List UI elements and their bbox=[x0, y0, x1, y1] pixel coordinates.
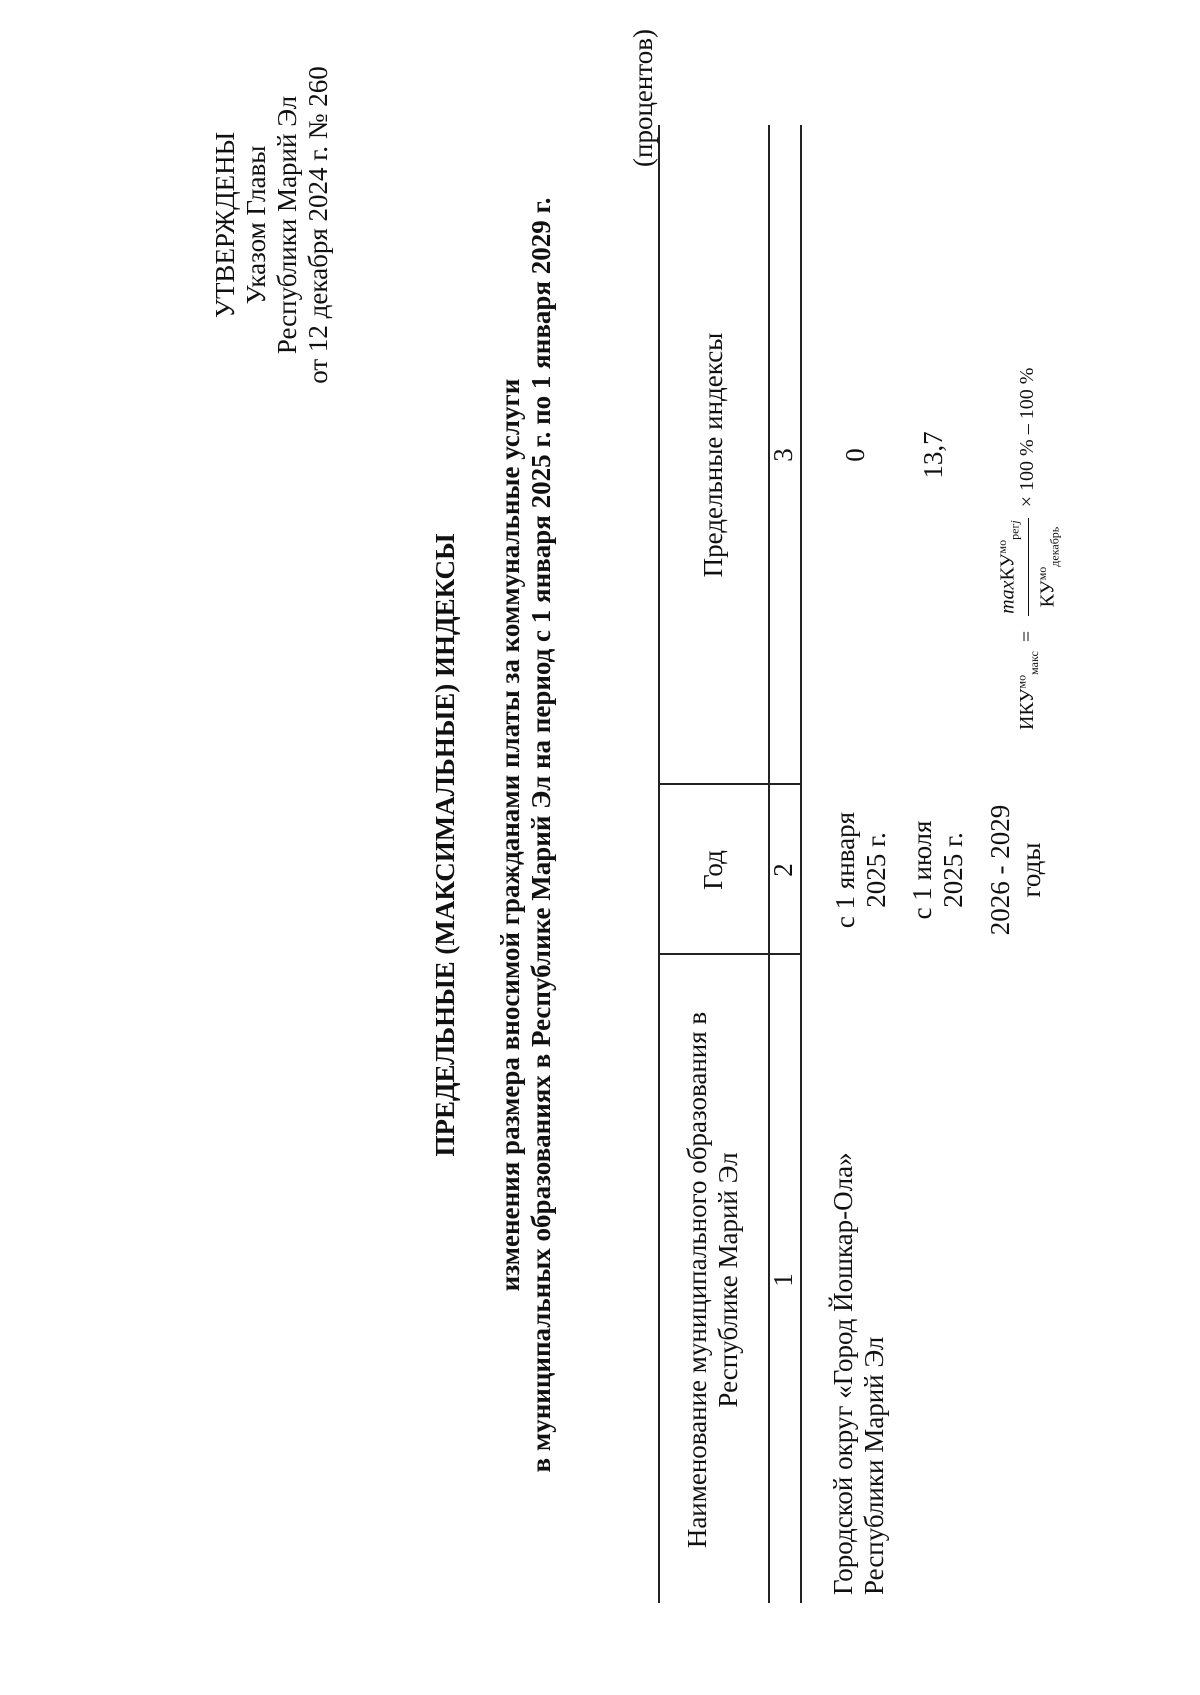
table-row bbox=[830, 787, 892, 953]
year-line-2: годы bbox=[1016, 842, 1046, 898]
subtitle bbox=[495, 55, 557, 1615]
table-row bbox=[907, 787, 969, 953]
col-number-1: 1 bbox=[768, 1273, 798, 1287]
col-number-2: 2 bbox=[768, 863, 798, 877]
municipality-name bbox=[828, 955, 890, 1595]
index-value: 13,7 bbox=[918, 431, 948, 479]
approval-line-1: УТВЕРЖДЕНЫ bbox=[210, 131, 240, 319]
year-line-2: 2025 г. bbox=[938, 832, 968, 908]
formula-numerator: maxКУ$^{мо}_{регj}$ bbox=[990, 518, 1029, 616]
index-value: 0 bbox=[840, 448, 870, 462]
col-number-3: 3 bbox=[768, 448, 798, 462]
municipality-line-2: Республики Марий Эл bbox=[859, 1336, 889, 1595]
approval-line-2: Указом Главы bbox=[241, 145, 271, 305]
header-indices: Предельные индексы bbox=[698, 332, 728, 578]
year-line-1: 2026 - 2029 bbox=[985, 804, 1015, 936]
formula-tail: × 100 % – 100 % bbox=[1015, 367, 1038, 508]
formula-lhs: $ИКУ^{мо}_{макс}$ bbox=[1014, 651, 1041, 730]
year-line-1: с 1 июля bbox=[907, 820, 937, 920]
index-formula bbox=[990, 368, 1066, 730]
approval-line-3: Республики Марий Эл bbox=[272, 95, 302, 355]
year-line-1: с 1 января bbox=[830, 811, 860, 929]
header-year: Год bbox=[698, 850, 728, 890]
formula-equals: = bbox=[1015, 630, 1038, 643]
subtitle-line-2: в муниципальных образованиях в Республике Марий Эл на период с 1 января 2025 г. по 1 января 2029 г. bbox=[526, 197, 556, 1473]
formula-fraction bbox=[990, 518, 1066, 616]
unit-label: (процентов) bbox=[628, 28, 658, 167]
year-line-2: 2025 г. bbox=[861, 832, 891, 908]
municipality-line-1: Городской округ «Город Йошкар-Ола» bbox=[828, 1152, 858, 1595]
formula-denominator: $КУ^{мо}_{декабрь}$ bbox=[1034, 526, 1062, 608]
approval-block bbox=[210, 35, 334, 415]
subtitle-line-1: изменения размера вносимой гражданами платы за коммунальные услуги bbox=[495, 378, 525, 1292]
page-title: ПРЕДЕЛЬНЫЕ (МАКСИМАЛЬНЫЕ) ИНДЕКСЫ bbox=[430, 533, 460, 1157]
table-row bbox=[985, 787, 1047, 953]
approval-line-4: от 12 декабря 2024 г. № 260 bbox=[303, 66, 333, 384]
header-municipality: Наименование муниципального образования в Республике Марий Эл bbox=[682, 1011, 743, 1549]
